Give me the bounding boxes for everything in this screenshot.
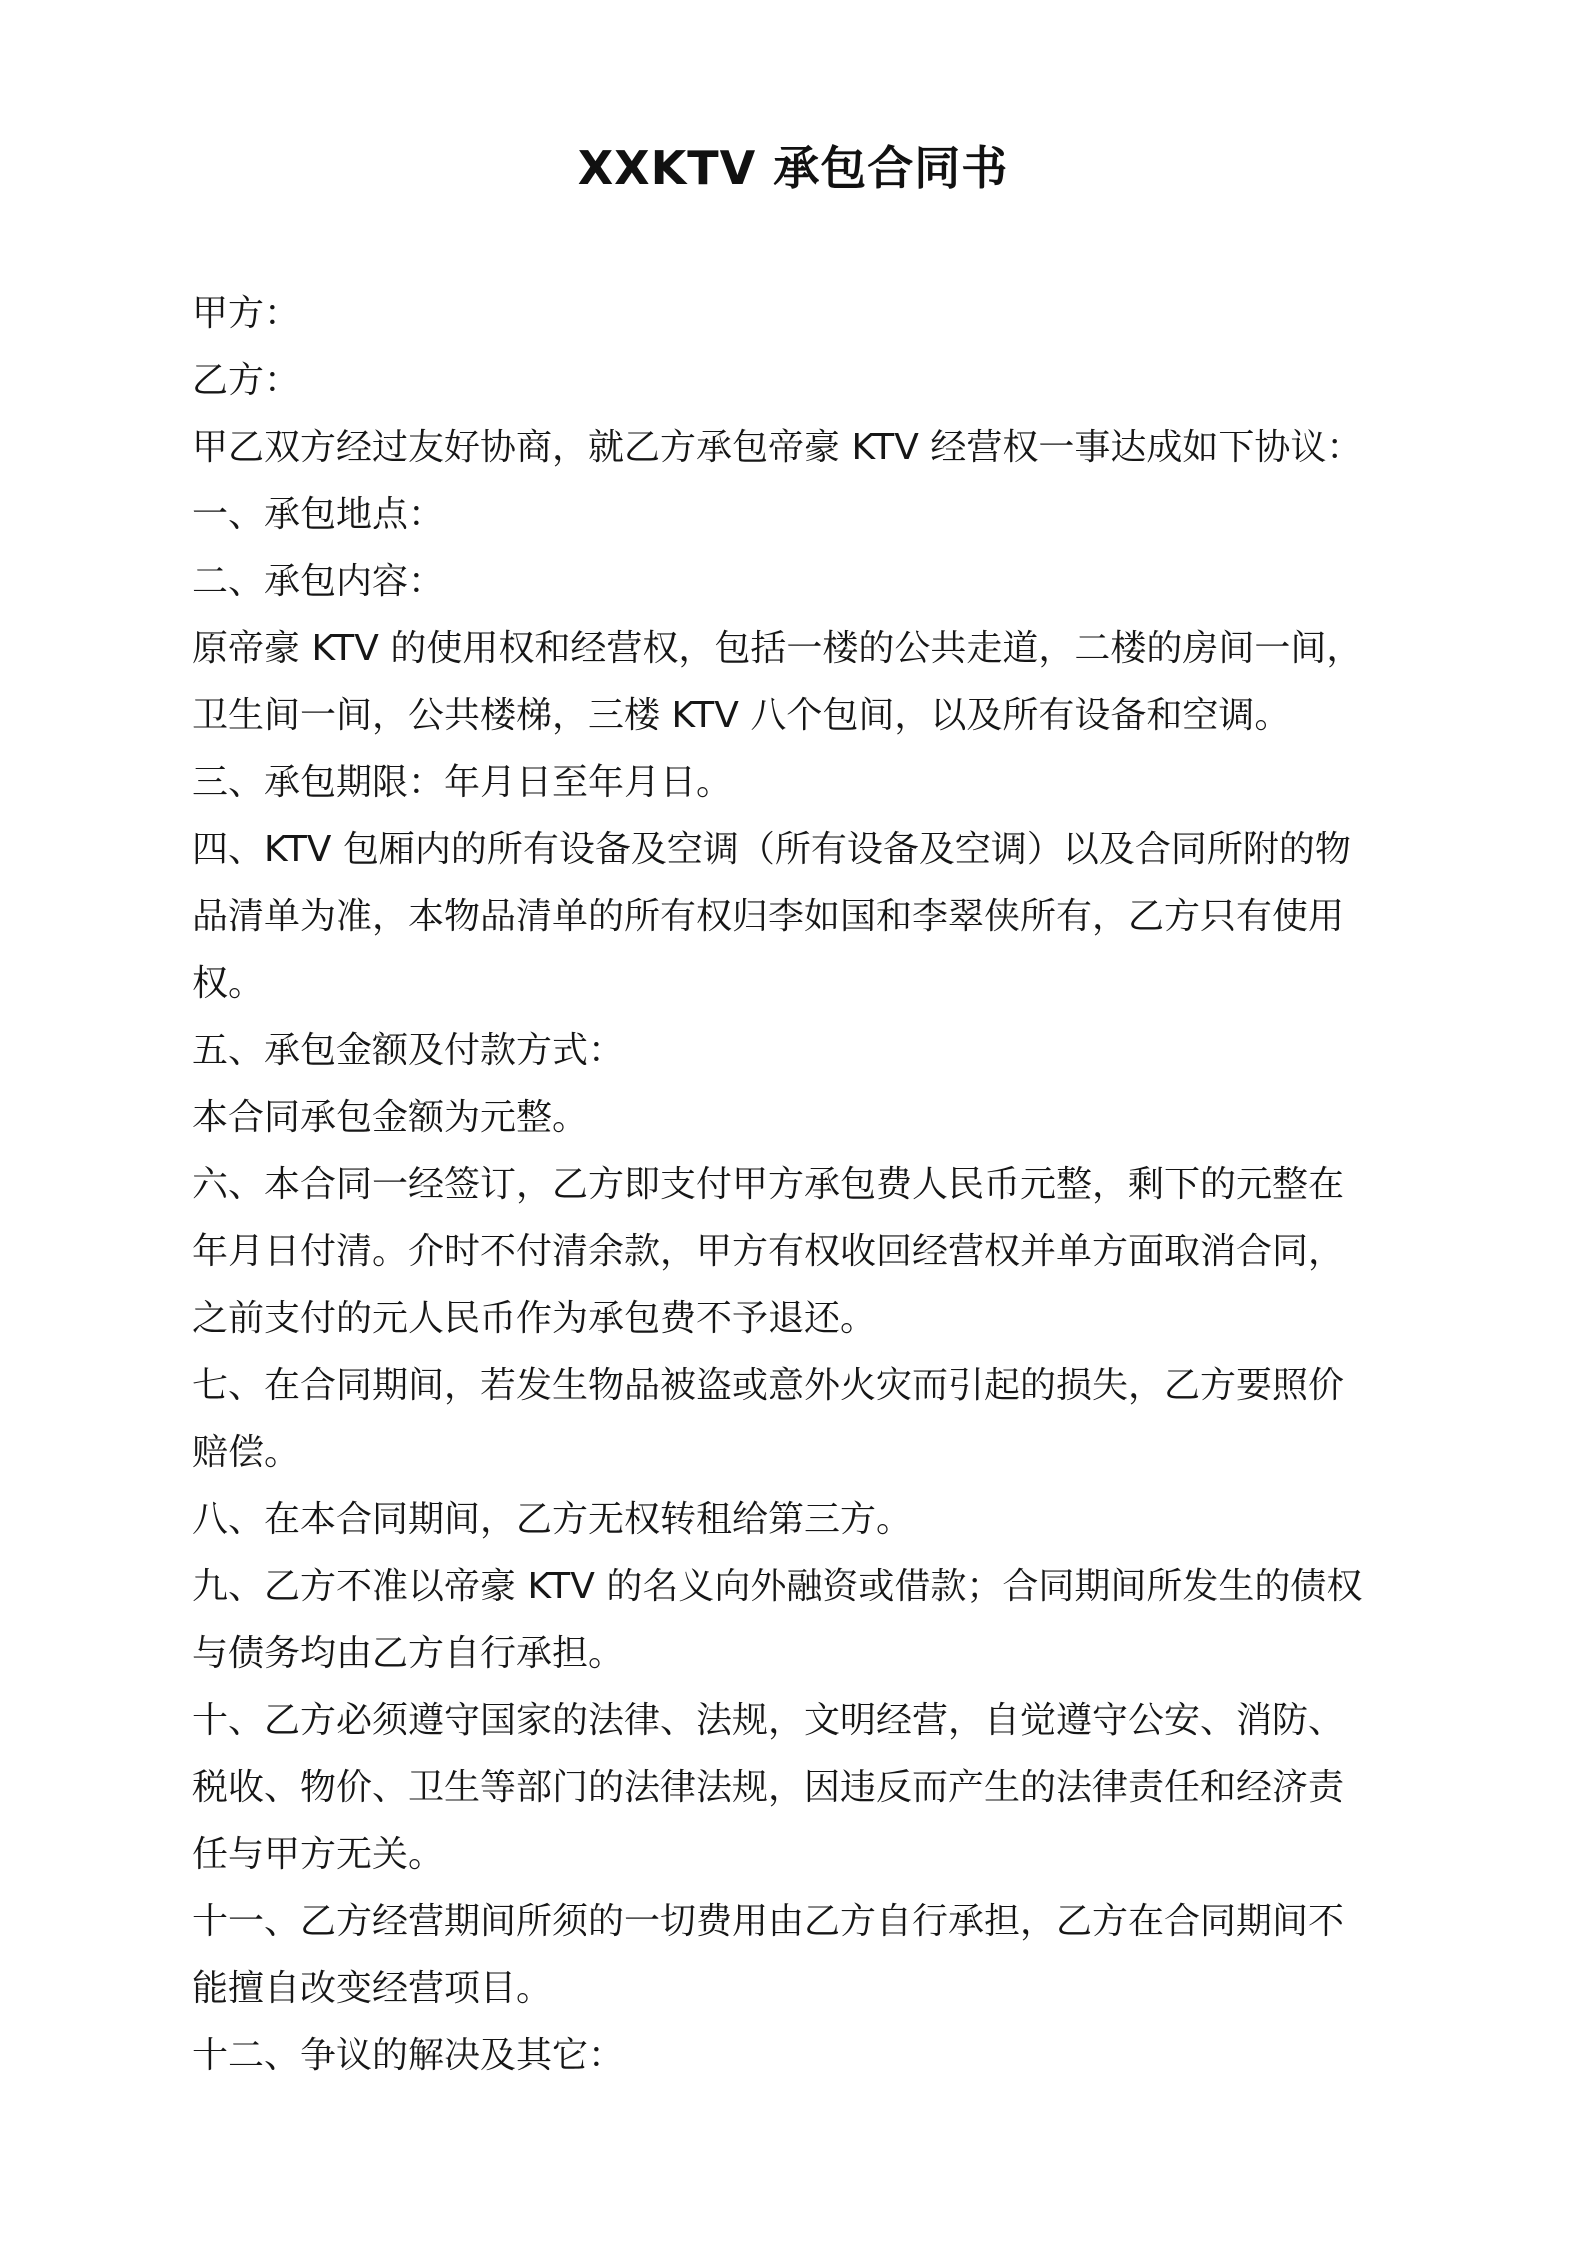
clause-7-line: 赔偿。: [192, 1432, 301, 1473]
clause-4-line: 品清单为准，本物品清单的所有权归李如国和李翠侠所有，乙方只有使用: [192, 896, 1345, 937]
clause-6-line: 六、本合同一经签订，乙方即支付甲方承包费人民币元整，剩下的元整在: [192, 1164, 1345, 1205]
clause-4-line: 权。: [192, 963, 265, 1004]
clause-10-line: 税收、物价、卫生等部门的法律法规，因违反而产生的法律责任和经济责: [192, 1767, 1345, 1808]
document-title: XXKTV 承包合同书: [577, 141, 1009, 195]
party-a-line: 甲方：: [192, 293, 301, 334]
clause-5-text-line: 本合同承包金额为元整。: [192, 1097, 589, 1138]
clause-12-heading: 十二、争议的解决及其它：: [192, 2035, 625, 2076]
preamble-line: 甲乙双方经过友好协商，就乙方承包帝豪 KTV 经营权一事达成如下协议：: [192, 427, 1363, 468]
clause-4-line: 四、KTV 包厢内的所有设备及空调（所有设备及空调）以及合同所附的物: [192, 829, 1351, 870]
clause-7-line: 七、在合同期间，若发生物品被盗或意外火灾而引起的损失，乙方要照价: [192, 1365, 1345, 1406]
clause-5-heading: 五、承包金额及付款方式：: [192, 1030, 625, 1071]
clause-2-text-line: 卫生间一间，公共楼梯，三楼 KTV 八个包间，以及所有设备和空调。: [192, 695, 1291, 736]
document-body: [192, 280, 1422, 2089]
clause-11-line: 十一、乙方经营期间所须的一切费用由乙方自行承担，乙方在合同期间不: [192, 1901, 1345, 1942]
clause-6-line: 之前支付的元人民币作为承包费不予退还。: [192, 1298, 877, 1339]
clause-6-line: 年月日付清。介时不付清余款，甲方有权收回经营权并单方面取消合同，: [192, 1231, 1345, 1272]
clause-1-heading: 一、承包地点：: [192, 494, 445, 535]
clause-10-line: 十、乙方必须遵守国家的法律、法规，文明经营，自觉遵守公安、消防、: [192, 1700, 1345, 1741]
party-b-line: 乙方：: [192, 360, 301, 401]
clause-2-text-line: 原帝豪 KTV 的使用权和经营权，包括一楼的公共走道，二楼的房间一间，: [192, 628, 1363, 669]
clause-8-line: 八、在本合同期间，乙方无权转租给第三方。: [192, 1499, 913, 1540]
clause-10-line: 任与甲方无关。: [192, 1834, 445, 1875]
clause-3-line: 三、承包期限：年月日至年月日。: [192, 762, 733, 803]
clause-9-line: 与债务均由乙方自行承担。: [192, 1633, 625, 1674]
clause-9-line: 九、乙方不准以帝豪 KTV 的名义向外融资或借款；合同期间所发生的债权: [192, 1566, 1363, 1607]
clause-11-line: 能擅自改变经营项目。: [192, 1968, 553, 2009]
clause-2-heading: 二、承包内容：: [192, 561, 445, 602]
